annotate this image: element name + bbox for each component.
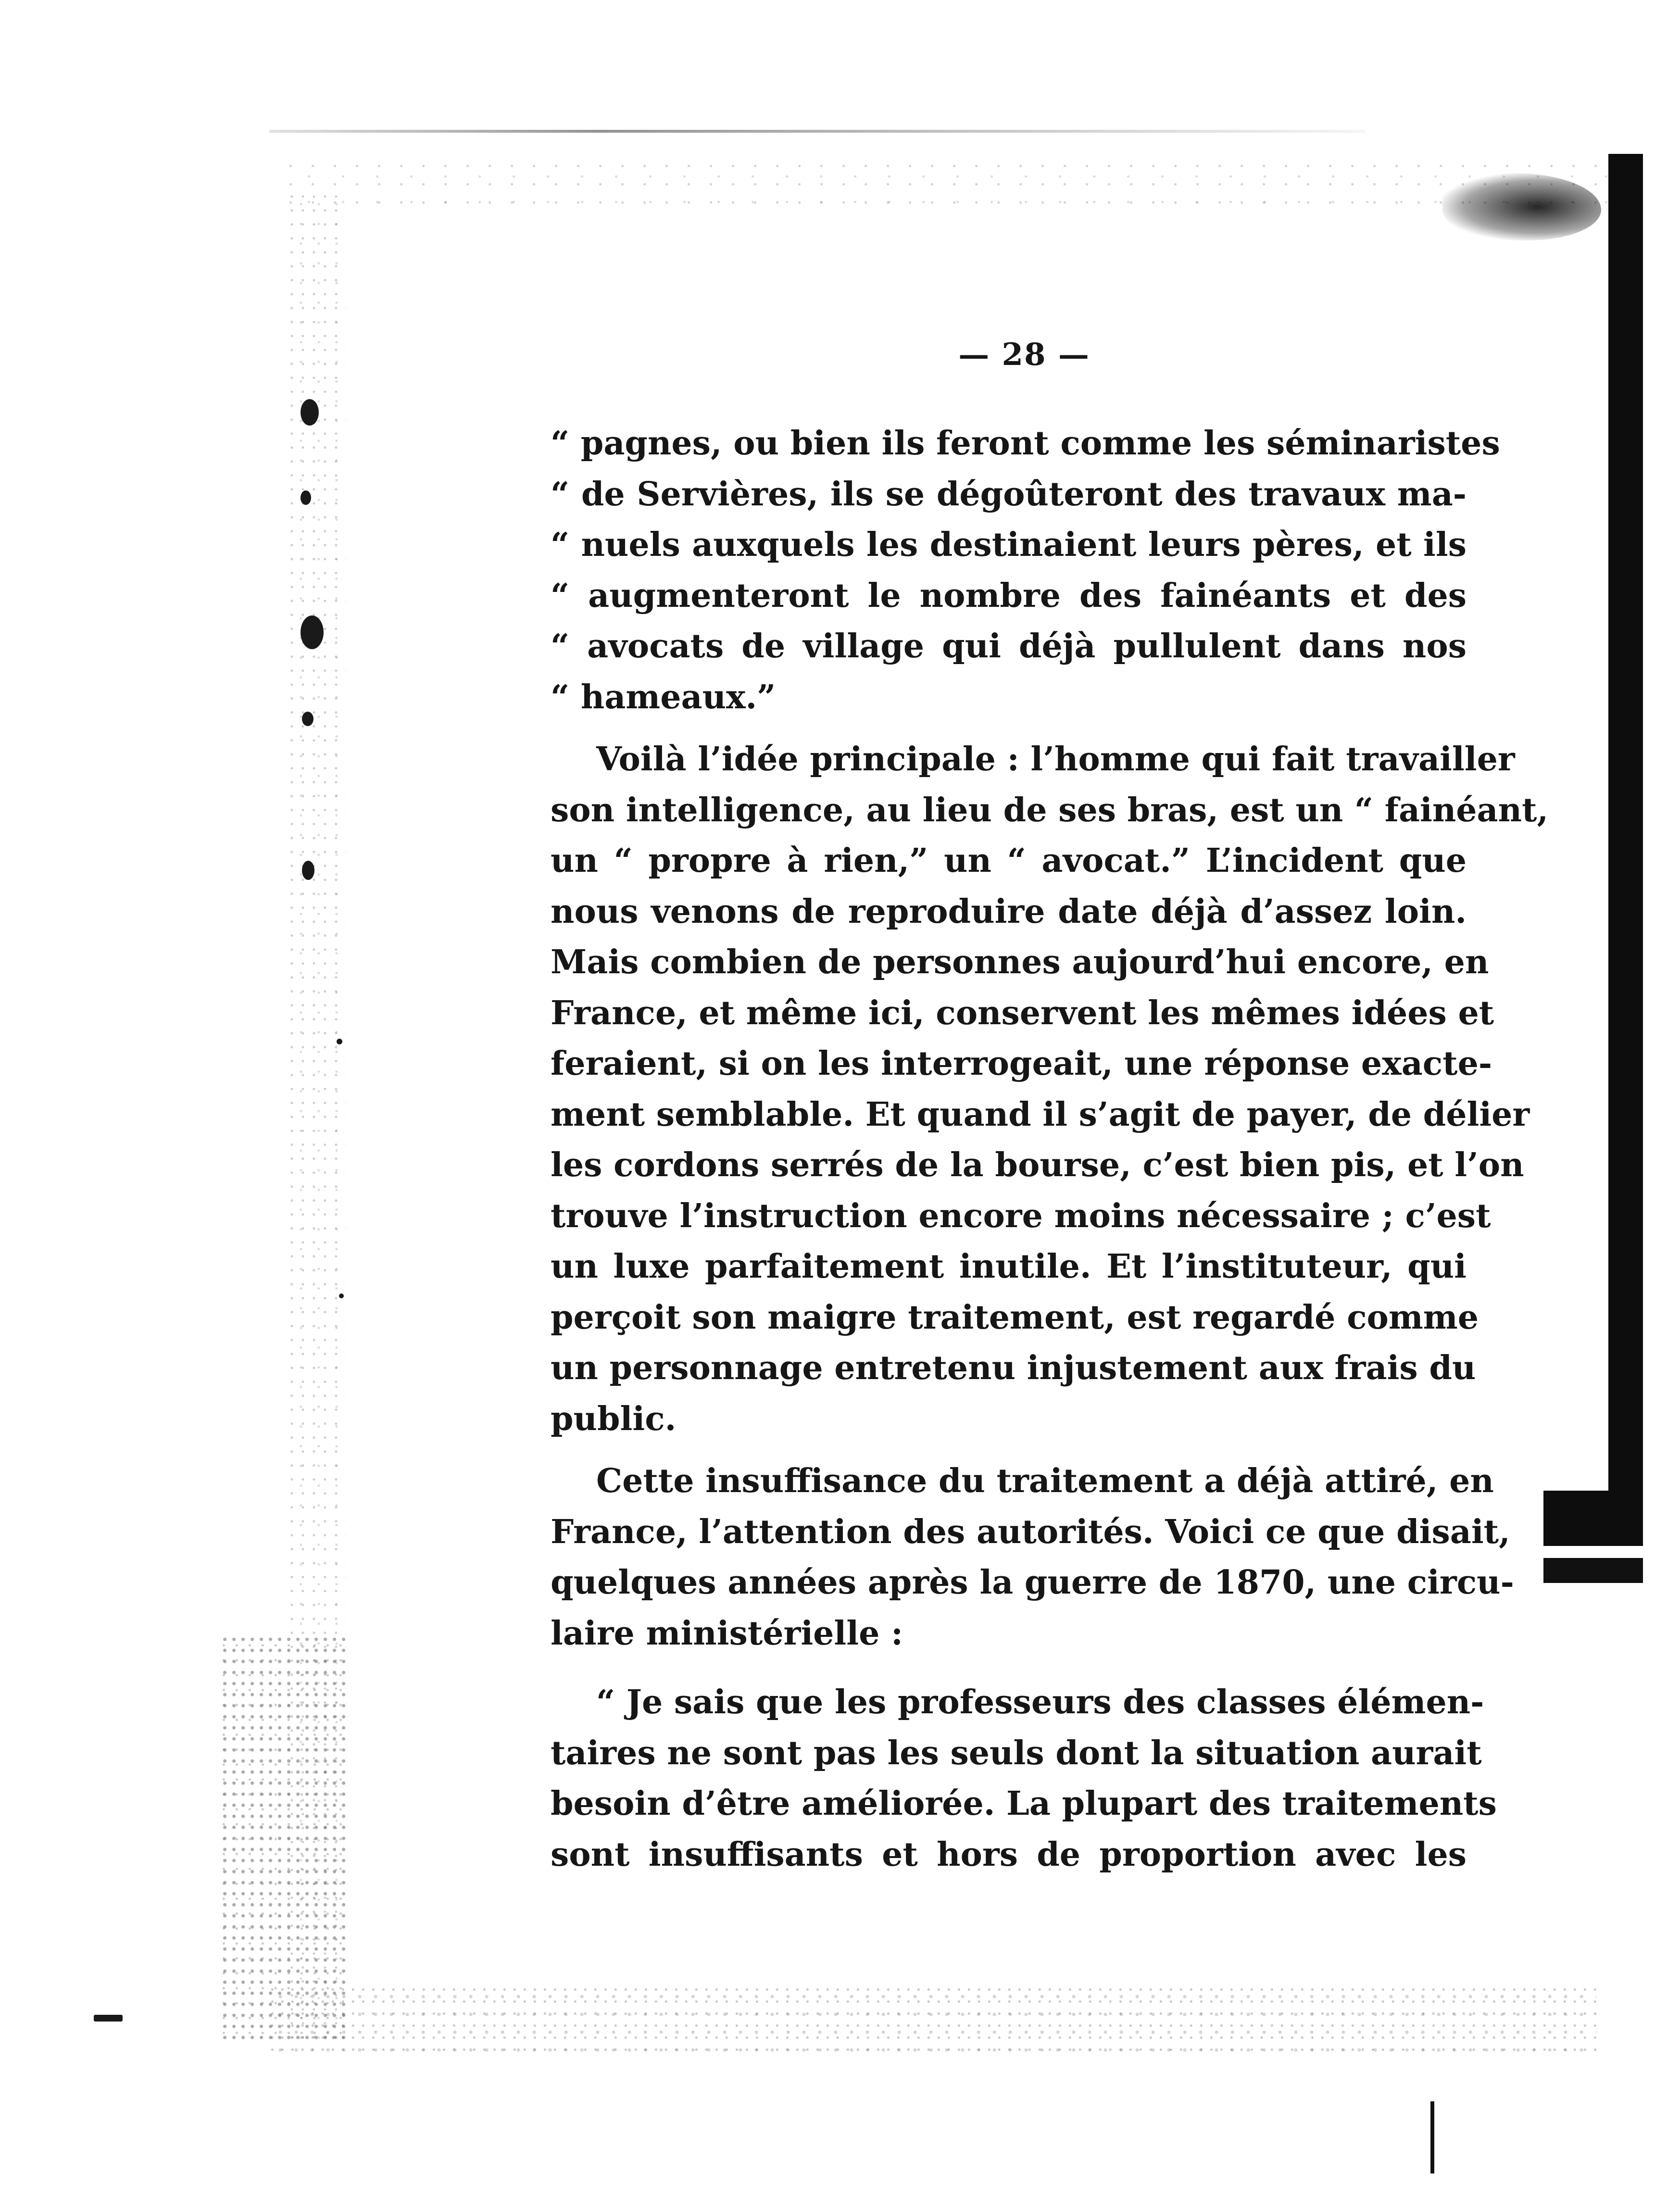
text-line: trouve l’instruction encore moins nécessaire ; c’est (551, 1196, 1491, 1235)
text-line: taires ne sont pas les seuls dont la situation aurait (551, 1733, 1482, 1772)
scan-speck (301, 615, 324, 649)
scan-bottom-noise (269, 1986, 1596, 2053)
text-line: Mais combien de personnes aujourd’hui encore, en (551, 943, 1489, 981)
text-line: son intelligence, au lieu de ses bras, est un “ fainéant, (551, 791, 1549, 829)
scan-speck (301, 399, 319, 426)
scan-speck (302, 861, 314, 880)
paragraph-salary-insufficiency (551, 1456, 1514, 1659)
text-line: “ pagnes, ou bien ils feront comme les séminaristes (551, 424, 1500, 463)
text-line: Cette insuffisance du traitement a déjà attiré, en (596, 1462, 1494, 1500)
scan-bottom-tick (1430, 2101, 1434, 2173)
scan-speck (339, 1293, 344, 1298)
text-line: “ de Servières, ils se dégoûteront des travaux ma- (551, 475, 1467, 514)
paragraph-circular-quote (551, 1677, 1497, 1880)
scan-top-rule (269, 130, 1366, 133)
scan-speck (302, 712, 313, 726)
text-line: perçoit son maigre traitement, est regardé comme (551, 1298, 1479, 1337)
paragraph-main-idea (551, 734, 1549, 1444)
text-line: “ Je sais que les professeurs des classes élémen- (596, 1683, 1484, 1721)
text-line: un personnage entretenu injustement aux frais du (551, 1349, 1476, 1387)
scan-right-edge-foot (1543, 1558, 1643, 1583)
text-line: Voilà l’idée principale : l’homme qui fait travailler (596, 740, 1515, 779)
text-line: public. (551, 1399, 677, 1438)
text-line: besoin d’être améliorée. La plupart des traitements (551, 1784, 1497, 1823)
text-line: France, et même ici, conservent les mêmes idées et (551, 993, 1494, 1032)
text-line: France, l’attention des autorités. Voici ce que disait, (551, 1512, 1510, 1551)
page-number: — 28 — (958, 337, 1090, 373)
scan-right-edge-bar (1608, 154, 1643, 1529)
text-line: un luxe parfaitement inutile. Et l’instituteur, qui (551, 1247, 1467, 1286)
text-line: ment semblable. Et quand il s’agit de payer, de délier (551, 1095, 1530, 1134)
scan-left-lower-noise (221, 1635, 346, 2044)
text-line: laire ministérielle : (551, 1614, 903, 1653)
scan-top-noise (288, 159, 1625, 212)
text-line: “ nuels auxquels les destinaient leurs pères, et ils (551, 526, 1467, 564)
text-line: les cordons serrés de la bourse, c’est bien pis, et l’on (551, 1146, 1524, 1184)
text-line: “ augmenteront le nombre des fainéants et des (551, 576, 1467, 615)
text-line: quelques années après la guerre de 1870, une circu- (551, 1563, 1514, 1602)
scan-right-edge-block (1543, 1491, 1643, 1546)
text-line: feraient, si on les interrogeait, une réponse exacte- (551, 1044, 1492, 1083)
page-body-text (551, 418, 1549, 1880)
text-line: “ hameaux.” (551, 678, 776, 716)
paragraph-quote-continuation (551, 418, 1500, 723)
text-line: “ avocats de village qui déjà pullulent dans nos (551, 627, 1467, 666)
scan-speck (94, 2015, 123, 2022)
scan-speck (301, 490, 311, 505)
scan-speck (337, 1039, 342, 1044)
text-line: un “ propre à rien,” un “ avocat.” L’incident que (551, 841, 1467, 880)
scan-right-edge-gap (1543, 1546, 1643, 1552)
text-line: sont insuffisants et hors de proportion avec les (551, 1835, 1467, 1874)
text-line: nous venons de reproduire date déjà d’assez loin. (551, 892, 1467, 931)
